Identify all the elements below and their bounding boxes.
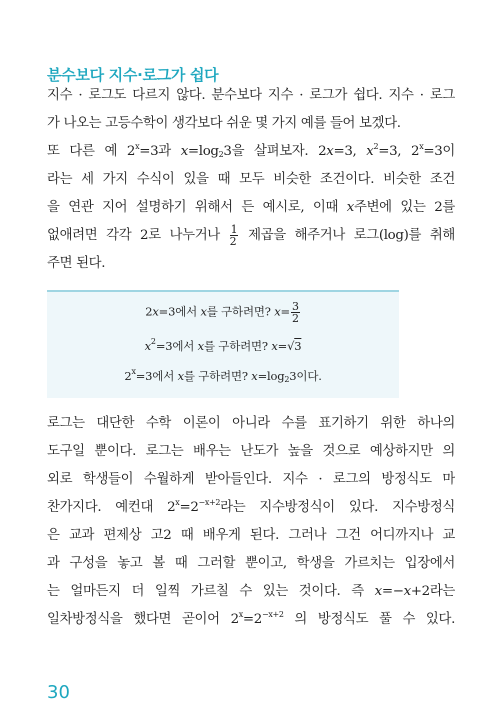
text-line: 찬가지다. 예컨대 $2^x=2^{-x+2}$라는 지수방정식이 있다. 지수방정식 bbox=[47, 498, 455, 515]
text-line: 일차방정식을 했다면 곧이어 $2^x=2^{-x+2}$ 의 방정식도 풀 수 있다. bbox=[47, 610, 455, 627]
example-box bbox=[47, 290, 399, 398]
text-line: 또 다른 예 $2^x=3$과 $x=\log_23$을 살펴보자. 2x=3, $x^2=3$, $2^x=3$이 bbox=[47, 142, 455, 159]
text-line: 라는 세 가지 수식이 있을 때 모두 비슷한 조건이다. 비슷한 조건 bbox=[47, 172, 455, 187]
text-line: 도구일 뿐이다. 로그는 배우는 난도가 높을 것으로 예상하지만 의 bbox=[47, 444, 455, 459]
text-line: 외로 학생들이 수월하게 받아들인다. 지수 · 로그의 방정식도 마 bbox=[47, 472, 455, 487]
example-line-1: 2x=3에서 x를 구하려면? x= $\frac{3}{2}$ bbox=[145, 300, 299, 325]
body-paragraph bbox=[47, 410, 455, 634]
text-line: 는 얼마든지 더 일찍 가르칠 수 있는 것이다. 즉 x=−x+2라는 bbox=[47, 584, 455, 599]
text-line: 은 교과 편제상 고2 때 배우게 된다. 그러나 그건 어디까지나 교 bbox=[47, 528, 455, 543]
text-line: 을 연관 지어 설명하기 위해서 든 예시로, 이때 x주변에 있는 2를 bbox=[47, 200, 455, 215]
example-line-2: $x^2=3$에서 x를 구하려면? x=√3 bbox=[144, 337, 302, 353]
fraction-three-halves: $\frac{3}{2}$ bbox=[291, 300, 299, 325]
intro-paragraph bbox=[47, 82, 455, 278]
fraction-one-half: $\frac{1}{2}$ bbox=[229, 223, 238, 248]
section-heading: 분수보다 지수·로그가 쉽다 bbox=[47, 66, 219, 84]
text-line: 지수 · 로그도 다르지 않다. 분수보다 지수 · 로그가 쉽다. 지수 · 로그 bbox=[47, 88, 455, 103]
text-line: 없애려면 각각 2로 나누거나 $\frac{1}{2}$ 제곱을 해주거나 로그(log)를 취해 bbox=[47, 223, 455, 248]
example-line-3: $2^x=3$에서 x를 구하려면? $x=\log_23$이다. bbox=[124, 367, 322, 384]
text-line: 주면 된다. bbox=[47, 256, 106, 271]
text-line: 로그는 대단한 수학 이론이 아니라 수를 표기하기 위한 하나의 bbox=[47, 416, 455, 431]
page-number: 30 bbox=[47, 682, 70, 703]
text-line: 과 구성을 놓고 볼 때 그러할 뿐이고, 학생을 가르치는 입장에서 bbox=[47, 556, 455, 571]
text-line: 가 나오는 고등수학이 생각보다 쉬운 몇 가지 예를 들어 보겠다. bbox=[47, 116, 401, 131]
